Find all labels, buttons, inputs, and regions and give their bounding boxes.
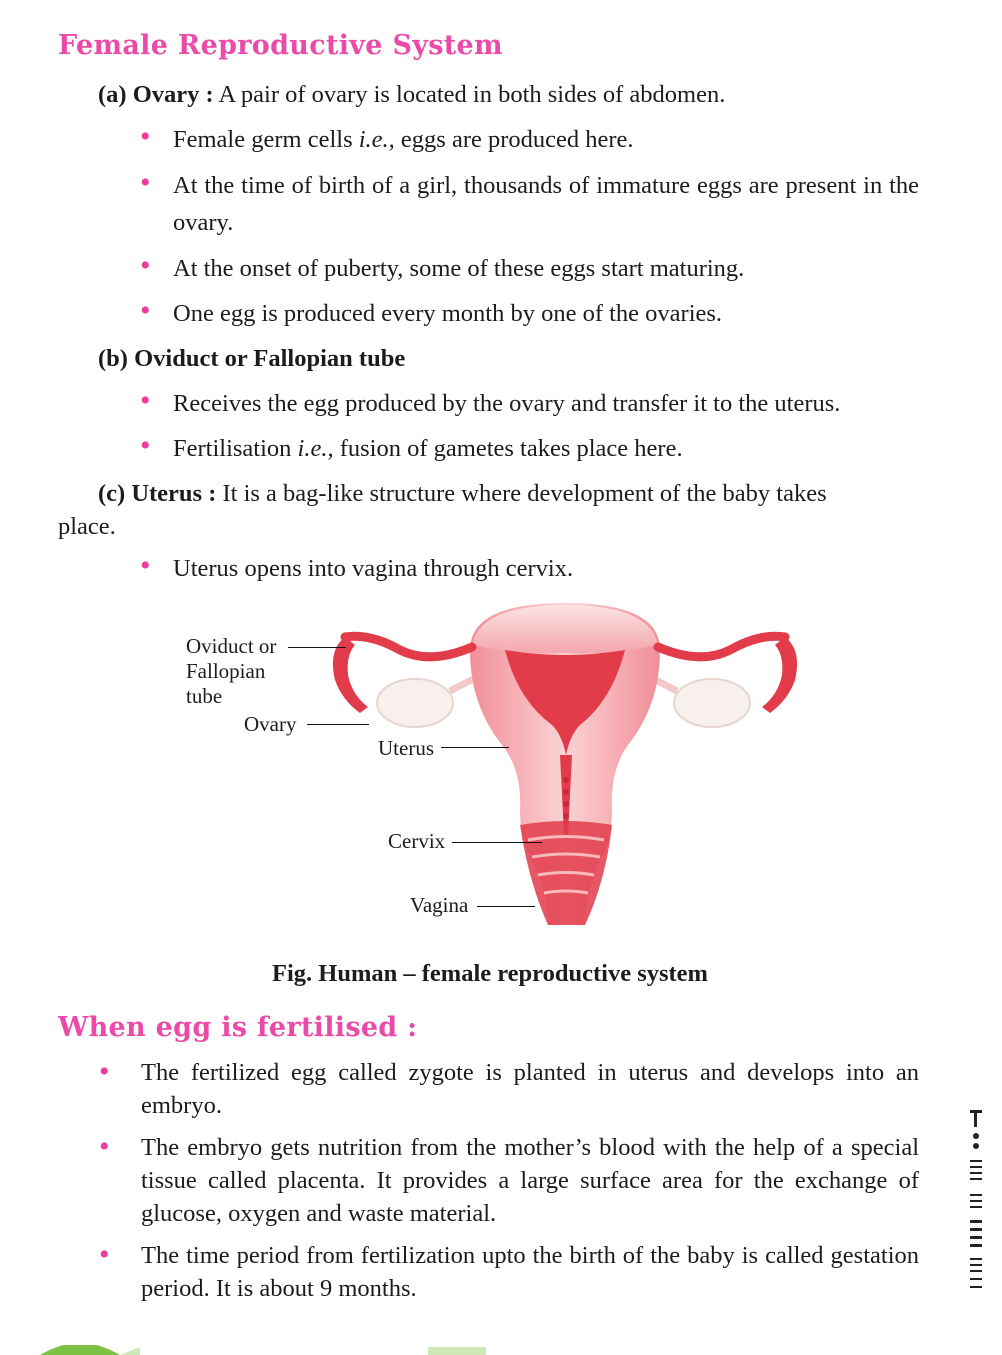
label-vagina: Vagina: [410, 893, 469, 917]
section-heading: Female Reproductive System: [58, 30, 503, 61]
leader-line: [477, 906, 535, 907]
label-oviduct-line1: Oviduct or: [186, 634, 277, 658]
item-title: Oviduct or Fallopian tube: [134, 345, 406, 372]
label-ovary: Ovary: [244, 712, 297, 736]
bullet-icon: [99, 1246, 117, 1264]
list-item: The time period from fertilization upto the birth of the baby is called gestation period. It is about 9 months.: [141, 1242, 919, 1302]
item-text: A pair of ovary is located in both sides of abdomen.: [213, 81, 726, 108]
list-item: Female germ cells i.e., eggs are produced here.: [173, 126, 634, 153]
list-item: Fertilisation i.e., fusion of gametes takes place here.: [173, 435, 683, 462]
item-marker: (a): [98, 81, 127, 108]
figure-caption: Fig. Human – female reproductive system: [272, 960, 708, 987]
bullet-icon: [140, 557, 158, 575]
leader-line: [288, 647, 346, 648]
bullet-icon: [99, 1138, 117, 1156]
item-title: Ovary :: [132, 81, 214, 108]
item-title: Uterus :: [131, 480, 217, 507]
label-oviduct-line2: Fallopian: [186, 659, 266, 683]
bullet-icon: [140, 437, 158, 455]
bullet-icon: [140, 392, 158, 410]
list-item: The embryo gets nutrition from the mother’s blood with the help of a special tissue called placenta. It provides a large surface area for the exchange of glucose, oxygen and waste material.: [141, 1134, 919, 1227]
leader-line: [307, 724, 369, 725]
left-ovary: [377, 679, 453, 727]
label-uterus: Uterus: [378, 736, 434, 760]
margin-print-mark: [964, 1108, 988, 1298]
item-uterus: [98, 477, 919, 510]
item-ovary: [98, 78, 725, 111]
leader-line: [441, 747, 509, 748]
list-item: At the onset of puberty, some of these eggs start maturing.: [173, 255, 745, 282]
page-tab-shape: [40, 1345, 120, 1355]
list-item: At the time of birth of a girl, thousands of immature eggs are present in the ovary.: [173, 172, 919, 236]
bullet-icon: [140, 174, 158, 192]
right-ovary: [674, 679, 750, 727]
leader-line: [452, 842, 542, 843]
item-marker: (b): [98, 345, 128, 372]
footer-decoration: [0, 1345, 1002, 1355]
list-item: Uterus opens into vagina through cervix.: [173, 555, 574, 582]
bullet-icon: [140, 302, 158, 320]
list-item: One egg is produced every month by one of the ovaries.: [173, 300, 723, 327]
list-item: Receives the egg produced by the ovary and transfer it to the uterus.: [173, 390, 841, 417]
left-fallopian-tube: [345, 636, 472, 657]
right-fallopian-tube: [658, 636, 785, 657]
item-oviduct: [98, 342, 405, 375]
item-marker: (c): [98, 480, 126, 507]
label-cervix: Cervix: [388, 829, 446, 853]
reproductive-system-diagram: [0, 595, 1002, 940]
bullet-icon: [140, 128, 158, 146]
item-text: It is a bag-like structure where development of the baby takes: [216, 480, 827, 507]
bullet-icon: [140, 257, 158, 275]
list-item: The fertilized egg called zygote is planted in uterus and develops into an embryo.: [141, 1059, 919, 1119]
item-text-continued: place.: [58, 513, 116, 540]
section-heading: When egg is fertilised :: [58, 1012, 418, 1043]
bullet-icon: [99, 1063, 117, 1081]
label-oviduct-line3: tube: [186, 684, 223, 708]
